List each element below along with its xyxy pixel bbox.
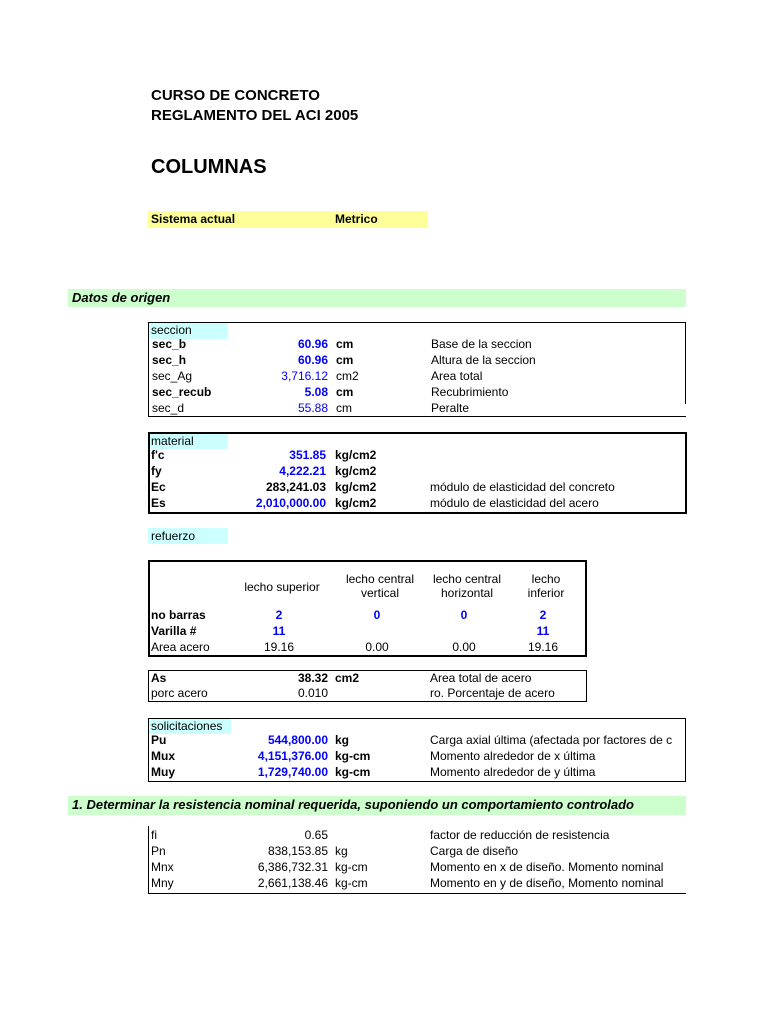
material-table: [148, 432, 687, 514]
row-value: 3,716.12: [281, 369, 328, 383]
row-unit: kg-cm: [335, 860, 368, 874]
row-value: 38.32: [297, 671, 328, 685]
row-name: sec_h: [152, 353, 187, 367]
step1-table: [148, 826, 686, 894]
row-value: 5.08: [304, 385, 328, 399]
row-desc: Base de la seccion: [431, 337, 532, 351]
row-value-v2: 0.00: [365, 640, 389, 654]
row-unit: cm2: [335, 671, 360, 685]
table-row: [148, 765, 686, 780]
row-value-v2: 0: [373, 608, 381, 622]
table-row: [148, 828, 686, 843]
table-row: [148, 671, 586, 686]
row-desc: Peralte: [431, 401, 470, 415]
system-label: Sistema actual: [151, 212, 236, 226]
row-unit: kg: [335, 844, 348, 858]
row-value: 6,386,732.31: [257, 860, 328, 874]
step1-bar: [68, 796, 686, 815]
row-desc: Momento alrededor de x última: [430, 749, 596, 763]
row-value-v1: 19.16: [263, 640, 295, 654]
table-row: [149, 353, 686, 368]
row-unit: kg: [335, 733, 350, 747]
row-name: sec_Ag: [152, 369, 193, 383]
row-value: 2,010,000.00: [255, 496, 326, 510]
table-row: [149, 337, 686, 352]
row-value-v4: 19.16: [527, 640, 559, 654]
row-value: 2,661,138.46: [257, 876, 328, 890]
row-name: no barras: [151, 608, 206, 622]
material-title: material: [151, 434, 194, 448]
row-unit: cm: [336, 353, 354, 367]
seccion-table: [148, 322, 686, 417]
row-unit: cm: [336, 337, 354, 351]
row-value: 4,151,376.00: [257, 749, 328, 763]
row-desc: Area total de acero: [430, 671, 532, 685]
row-value: 0.010: [297, 686, 328, 700]
origin-section-bar: [68, 289, 686, 307]
row-desc: ro. Porcentaje de acero: [430, 686, 555, 700]
row-value: 544,800.00: [267, 733, 328, 747]
row-name: Es: [151, 496, 166, 510]
row-unit: kg/cm2: [335, 464, 377, 478]
row-name: fi: [151, 828, 157, 842]
row-desc: Recubrimiento: [431, 385, 509, 399]
solicitaciones-table: [148, 718, 686, 782]
row-name: sec_b: [152, 337, 187, 351]
row-name: Pn: [151, 844, 166, 858]
row-value-v1: 11: [272, 624, 286, 638]
table-row: [148, 733, 686, 748]
system-bar: [148, 211, 428, 228]
row-unit: kg/cm2: [335, 496, 377, 510]
row-desc: Altura de la seccion: [431, 353, 536, 367]
row-desc: Carga axial última (afectada por factores de c: [430, 733, 673, 747]
acero-table: [148, 670, 587, 702]
row-value-v1: 2: [275, 608, 283, 622]
table-row: [148, 876, 686, 891]
row-value: 4,222.21: [279, 464, 326, 478]
row-unit: cm: [336, 401, 352, 415]
row-value: 60.96: [297, 353, 328, 367]
refuerzo-table: [148, 560, 587, 657]
row-value: 55.88: [297, 401, 328, 415]
row-desc: módulo de elasticidad del acero: [430, 496, 599, 510]
row-name: Ec: [151, 480, 166, 494]
row-name: f'c: [151, 448, 165, 462]
row-unit: kg/cm2: [335, 480, 377, 494]
row-value-v3: 0.00: [452, 640, 476, 654]
header-lecho-superior: lecho superior: [244, 580, 320, 594]
page-title: COLUMNAS: [151, 156, 267, 178]
row-unit: kg-cm: [335, 749, 371, 763]
header-lecho-central-vertical-1: lecho central: [345, 572, 415, 586]
refuerzo-title: refuerzo: [151, 529, 196, 543]
row-name: Area acero: [151, 640, 210, 654]
row-name: Mux: [151, 749, 175, 763]
table-row: [148, 860, 686, 875]
row-name: Mnx: [151, 860, 174, 874]
row-name: sec_d: [152, 401, 185, 415]
row-value: 60.96: [297, 337, 328, 351]
table-row: [148, 749, 686, 764]
row-name: As: [151, 671, 167, 685]
row-value: 283,241.03: [265, 480, 326, 494]
solicitaciones-title: solicitaciones: [151, 719, 223, 733]
table-row: [149, 401, 686, 416]
regulation-title: REGLAMENTO DEL ACI 2005: [151, 107, 359, 124]
row-name: Muy: [151, 765, 175, 779]
row-desc: factor de reducción de resistencia: [430, 828, 610, 842]
origin-section-title: Datos de origen: [72, 290, 171, 305]
header-lecho-central-vertical-2: vertical: [360, 586, 399, 600]
row-unit: kg/cm2: [335, 448, 377, 462]
table-row: [148, 624, 585, 639]
step1-title: 1. Determinar la resistencia nominal requerida, suponiendo un comportamiento controlado: [72, 797, 634, 812]
row-name: porc acero: [151, 686, 208, 700]
table-row: [149, 369, 686, 384]
table-row: [148, 480, 685, 495]
header-lecho-inferior-1: lecho: [531, 572, 561, 586]
table-row: [148, 844, 686, 859]
row-unit: kg-cm: [335, 876, 368, 890]
row-desc: Carga de diseño: [430, 844, 519, 858]
row-value: 0.65: [304, 828, 328, 842]
table-row: [148, 496, 685, 511]
seccion-title: seccion: [151, 323, 192, 337]
table-row: [148, 686, 586, 701]
row-name: Varilla #: [151, 624, 197, 638]
table-row: [148, 640, 585, 655]
table-row: [149, 385, 686, 400]
row-unit: cm: [336, 385, 354, 399]
row-desc: Momento en x de diseño. Momento nominal: [430, 860, 664, 874]
row-value-v3: 0: [460, 608, 468, 622]
row-value: 351.85: [289, 448, 326, 462]
row-value-v4: 11: [536, 624, 550, 638]
table-row: [148, 464, 685, 479]
row-value: 838,153.85: [267, 844, 328, 858]
course-title: CURSO DE CONCRETO: [151, 87, 320, 104]
row-name: Pu: [151, 733, 167, 747]
row-value: 1,729,740.00: [257, 765, 328, 779]
row-desc: Area total: [431, 369, 483, 383]
row-unit: kg-cm: [335, 765, 371, 779]
row-name: sec_recub: [152, 385, 212, 399]
row-desc: Momento en y de diseño, Momento nominal: [430, 876, 664, 890]
row-name: fy: [151, 464, 162, 478]
header-lecho-central-horizontal-2: horizontal: [440, 586, 494, 600]
row-name: Mny: [151, 876, 174, 890]
row-unit: cm2: [336, 369, 359, 383]
row-desc: módulo de elasticidad del concreto: [430, 480, 615, 494]
row-desc: Momento alrededor de y última: [430, 765, 596, 779]
system-value: Metrico: [335, 212, 378, 226]
table-row: [148, 608, 585, 623]
table-row: [148, 448, 685, 463]
header-lecho-inferior-2: inferior: [527, 586, 565, 600]
header-lecho-central-horizontal-1: lecho central: [432, 572, 502, 586]
row-value-v4: 2: [539, 608, 547, 622]
